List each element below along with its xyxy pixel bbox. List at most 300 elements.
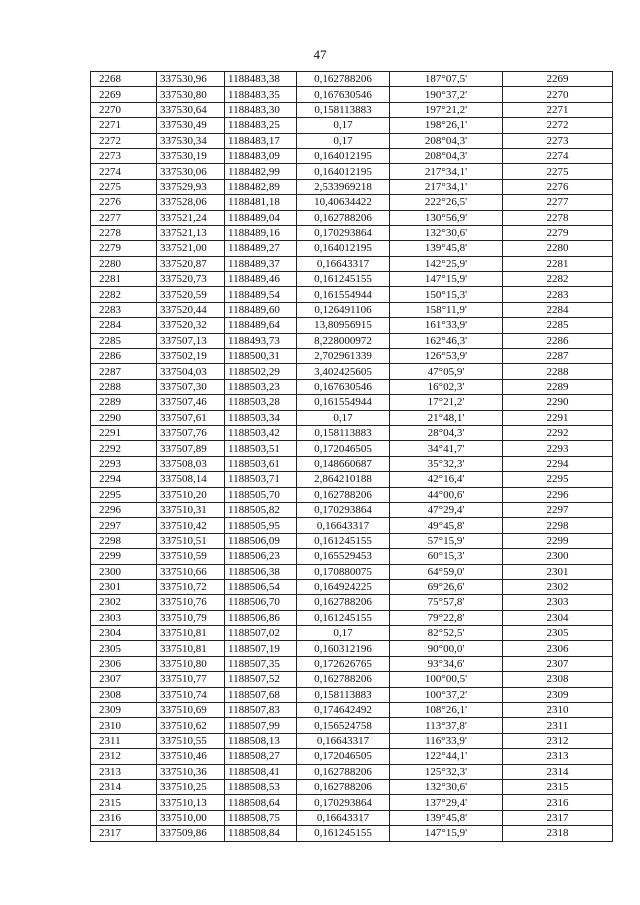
direction-angle-cell: 17°21,2' — [390, 395, 503, 410]
point-number-cell: 2316 — [91, 810, 157, 825]
table-row — [91, 148, 613, 163]
y-coordinate-cell: 1188508,75 — [225, 810, 297, 825]
x-coordinate-cell: 337521,24 — [157, 210, 225, 225]
distance-cell: 0,126491106 — [297, 302, 390, 317]
next-point-cell: 2311 — [503, 718, 613, 733]
direction-angle-cell: 158°11,9' — [390, 302, 503, 317]
point-number-cell: 2294 — [91, 472, 157, 487]
direction-angle-cell: 150°15,3' — [390, 287, 503, 302]
next-point-cell: 2278 — [503, 210, 613, 225]
distance-cell: 0,161554944 — [297, 287, 390, 302]
table-row — [91, 749, 613, 764]
y-coordinate-cell: 1188489,60 — [225, 302, 297, 317]
next-point-cell: 2284 — [503, 302, 613, 317]
table-row — [91, 595, 613, 610]
next-point-cell: 2282 — [503, 272, 613, 287]
y-coordinate-cell: 1188507,35 — [225, 656, 297, 671]
next-point-cell: 2288 — [503, 364, 613, 379]
direction-angle-cell: 125°32,3' — [390, 764, 503, 779]
distance-cell: 0,17 — [297, 133, 390, 148]
x-coordinate-cell: 337504,03 — [157, 364, 225, 379]
next-point-cell: 2305 — [503, 626, 613, 641]
x-coordinate-cell: 337510,80 — [157, 656, 225, 671]
direction-angle-cell: 208°04,3' — [390, 148, 503, 163]
table-row — [91, 256, 613, 271]
table-row — [91, 349, 613, 364]
point-number-cell: 2269 — [91, 87, 157, 102]
direction-angle-cell: 28°04,3' — [390, 425, 503, 440]
point-number-cell: 2296 — [91, 502, 157, 517]
y-coordinate-cell: 1188507,68 — [225, 687, 297, 702]
y-coordinate-cell: 1188505,70 — [225, 487, 297, 502]
table-row — [91, 826, 613, 841]
table-row — [91, 364, 613, 379]
table-row — [91, 626, 613, 641]
next-point-cell: 2309 — [503, 687, 613, 702]
next-point-cell: 2277 — [503, 195, 613, 210]
table-row — [91, 703, 613, 718]
x-coordinate-cell: 337520,87 — [157, 256, 225, 271]
point-number-cell: 2274 — [91, 164, 157, 179]
y-coordinate-cell: 1188507,19 — [225, 641, 297, 656]
direction-angle-cell: 16°02,3' — [390, 379, 503, 394]
x-coordinate-cell: 337507,13 — [157, 333, 225, 348]
y-coordinate-cell: 1188506,54 — [225, 579, 297, 594]
next-point-cell: 2299 — [503, 533, 613, 548]
next-point-cell: 2304 — [503, 610, 613, 625]
page-number: 47 — [313, 47, 327, 62]
table-row — [91, 687, 613, 702]
point-number-cell: 2283 — [91, 302, 157, 317]
direction-angle-cell: 187°07,5' — [390, 72, 503, 87]
table-row — [91, 718, 613, 733]
y-coordinate-cell: 1188503,51 — [225, 441, 297, 456]
next-point-cell: 2300 — [503, 549, 613, 564]
table-row — [91, 502, 613, 517]
direction-angle-cell: 34°41,7' — [390, 441, 503, 456]
x-coordinate-cell: 337507,89 — [157, 441, 225, 456]
y-coordinate-cell: 1188489,46 — [225, 272, 297, 287]
y-coordinate-cell: 1188507,99 — [225, 718, 297, 733]
direction-angle-cell: 64°59,0' — [390, 564, 503, 579]
point-number-cell: 2297 — [91, 518, 157, 533]
y-coordinate-cell: 1188489,04 — [225, 210, 297, 225]
coordinates-table-body — [91, 72, 613, 842]
table-row — [91, 379, 613, 394]
point-number-cell: 2287 — [91, 364, 157, 379]
point-number-cell: 2277 — [91, 210, 157, 225]
x-coordinate-cell: 337520,59 — [157, 287, 225, 302]
table-row — [91, 195, 613, 210]
table-row — [91, 518, 613, 533]
distance-cell: 0,162788206 — [297, 779, 390, 794]
next-point-cell: 2276 — [503, 179, 613, 194]
point-number-cell: 2281 — [91, 272, 157, 287]
y-coordinate-cell: 1188483,09 — [225, 148, 297, 163]
point-number-cell: 2271 — [91, 118, 157, 133]
point-number-cell: 2306 — [91, 656, 157, 671]
next-point-cell: 2296 — [503, 487, 613, 502]
distance-cell: 0,161245155 — [297, 610, 390, 625]
x-coordinate-cell: 337520,32 — [157, 318, 225, 333]
y-coordinate-cell: 1188508,41 — [225, 764, 297, 779]
point-number-cell: 2280 — [91, 256, 157, 271]
point-number-cell: 2284 — [91, 318, 157, 333]
direction-angle-cell: 161°33,9' — [390, 318, 503, 333]
x-coordinate-cell: 337507,30 — [157, 379, 225, 394]
y-coordinate-cell: 1188489,37 — [225, 256, 297, 271]
x-coordinate-cell: 337510,20 — [157, 487, 225, 502]
distance-cell: 0,164924225 — [297, 579, 390, 594]
x-coordinate-cell: 337520,73 — [157, 272, 225, 287]
point-number-cell: 2282 — [91, 287, 157, 302]
direction-angle-cell: 126°53,9' — [390, 349, 503, 364]
direction-angle-cell: 75°57,8' — [390, 595, 503, 610]
x-coordinate-cell: 337530,80 — [157, 87, 225, 102]
table-row — [91, 333, 613, 348]
next-point-cell: 2290 — [503, 395, 613, 410]
next-point-cell: 2269 — [503, 72, 613, 87]
direction-angle-cell: 130°56,9' — [390, 210, 503, 225]
next-point-cell: 2283 — [503, 287, 613, 302]
next-point-cell: 2302 — [503, 579, 613, 594]
y-coordinate-cell: 1188489,16 — [225, 225, 297, 240]
x-coordinate-cell: 337530,96 — [157, 72, 225, 87]
x-coordinate-cell: 337510,13 — [157, 795, 225, 810]
y-coordinate-cell: 1188508,84 — [225, 826, 297, 841]
x-coordinate-cell: 337510,00 — [157, 810, 225, 825]
direction-angle-cell: 113°37,8' — [390, 718, 503, 733]
direction-angle-cell: 217°34,1' — [390, 179, 503, 194]
distance-cell: 0,16643317 — [297, 518, 390, 533]
y-coordinate-cell: 1188483,17 — [225, 133, 297, 148]
distance-cell: 0,17 — [297, 626, 390, 641]
point-number-cell: 2270 — [91, 102, 157, 117]
direction-angle-cell: 100°37,2' — [390, 687, 503, 702]
next-point-cell: 2273 — [503, 133, 613, 148]
x-coordinate-cell: 337510,79 — [157, 610, 225, 625]
distance-cell: 0,161245155 — [297, 272, 390, 287]
table-row — [91, 533, 613, 548]
next-point-cell: 2306 — [503, 641, 613, 656]
table-row — [91, 102, 613, 117]
next-point-cell: 2294 — [503, 456, 613, 471]
table-row — [91, 656, 613, 671]
point-number-cell: 2309 — [91, 703, 157, 718]
distance-cell: 0,162788206 — [297, 595, 390, 610]
point-number-cell: 2276 — [91, 195, 157, 210]
point-number-cell: 2273 — [91, 148, 157, 163]
point-number-cell: 2290 — [91, 410, 157, 425]
direction-angle-cell: 57°15,9' — [390, 533, 503, 548]
next-point-cell: 2271 — [503, 102, 613, 117]
y-coordinate-cell: 1188507,52 — [225, 672, 297, 687]
x-coordinate-cell: 337530,64 — [157, 102, 225, 117]
distance-cell: 2,702961339 — [297, 349, 390, 364]
next-point-cell: 2281 — [503, 256, 613, 271]
distance-cell: 0,167630546 — [297, 379, 390, 394]
y-coordinate-cell: 1188507,83 — [225, 703, 297, 718]
x-coordinate-cell: 337510,69 — [157, 703, 225, 718]
x-coordinate-cell: 337508,03 — [157, 456, 225, 471]
y-coordinate-cell: 1188508,64 — [225, 795, 297, 810]
x-coordinate-cell: 337530,49 — [157, 118, 225, 133]
point-number-cell: 2299 — [91, 549, 157, 564]
next-point-cell: 2272 — [503, 118, 613, 133]
point-number-cell: 2301 — [91, 579, 157, 594]
x-coordinate-cell: 337510,55 — [157, 733, 225, 748]
point-number-cell: 2279 — [91, 241, 157, 256]
next-point-cell: 2298 — [503, 518, 613, 533]
next-point-cell: 2313 — [503, 749, 613, 764]
next-point-cell: 2312 — [503, 733, 613, 748]
x-coordinate-cell: 337510,77 — [157, 672, 225, 687]
table-row — [91, 302, 613, 317]
distance-cell: 0,17 — [297, 118, 390, 133]
distance-cell: 0,164012195 — [297, 148, 390, 163]
direction-angle-cell: 198°26,1' — [390, 118, 503, 133]
direction-angle-cell: 49°45,8' — [390, 518, 503, 533]
y-coordinate-cell: 1188506,70 — [225, 595, 297, 610]
distance-cell: 0,158113883 — [297, 687, 390, 702]
y-coordinate-cell: 1188482,89 — [225, 179, 297, 194]
distance-cell: 0,167630546 — [297, 87, 390, 102]
table-row — [91, 179, 613, 194]
table-row — [91, 456, 613, 471]
next-point-cell: 2287 — [503, 349, 613, 364]
table-row — [91, 441, 613, 456]
next-point-cell: 2318 — [503, 826, 613, 841]
point-number-cell: 2302 — [91, 595, 157, 610]
x-coordinate-cell: 337510,46 — [157, 749, 225, 764]
table-row — [91, 133, 613, 148]
direction-angle-cell: 132°30,6' — [390, 225, 503, 240]
y-coordinate-cell: 1188508,13 — [225, 733, 297, 748]
table-row — [91, 272, 613, 287]
next-point-cell: 2303 — [503, 595, 613, 610]
table-row — [91, 241, 613, 256]
distance-cell: 0,17 — [297, 410, 390, 425]
distance-cell: 0,172046505 — [297, 749, 390, 764]
distance-cell: 0,172046505 — [297, 441, 390, 456]
next-point-cell: 2292 — [503, 425, 613, 440]
direction-angle-cell: 69°26,6' — [390, 579, 503, 594]
table-row — [91, 672, 613, 687]
direction-angle-cell: 139°45,8' — [390, 810, 503, 825]
y-coordinate-cell: 1188481,18 — [225, 195, 297, 210]
table-row — [91, 487, 613, 502]
direction-angle-cell: 190°37,2' — [390, 87, 503, 102]
direction-angle-cell: 21°48,1' — [390, 410, 503, 425]
y-coordinate-cell: 1188507,02 — [225, 626, 297, 641]
x-coordinate-cell: 337521,00 — [157, 241, 225, 256]
direction-angle-cell: 79°22,8' — [390, 610, 503, 625]
table-row — [91, 579, 613, 594]
direction-angle-cell: 47°29,4' — [390, 502, 503, 517]
point-number-cell: 2275 — [91, 179, 157, 194]
direction-angle-cell: 139°45,8' — [390, 241, 503, 256]
next-point-cell: 2315 — [503, 779, 613, 794]
point-number-cell: 2308 — [91, 687, 157, 702]
distance-cell: 0,16643317 — [297, 733, 390, 748]
next-point-cell: 2316 — [503, 795, 613, 810]
point-number-cell: 2313 — [91, 764, 157, 779]
table-row — [91, 733, 613, 748]
table-row — [91, 795, 613, 810]
x-coordinate-cell: 337530,34 — [157, 133, 225, 148]
x-coordinate-cell: 337510,59 — [157, 549, 225, 564]
table-row — [91, 564, 613, 579]
y-coordinate-cell: 1188483,35 — [225, 87, 297, 102]
y-coordinate-cell: 1188489,54 — [225, 287, 297, 302]
y-coordinate-cell: 1188506,38 — [225, 564, 297, 579]
direction-angle-cell: 137°29,4' — [390, 795, 503, 810]
y-coordinate-cell: 1188489,64 — [225, 318, 297, 333]
distance-cell: 8,228000972 — [297, 333, 390, 348]
distance-cell: 2,864210188 — [297, 472, 390, 487]
y-coordinate-cell: 1188502,29 — [225, 364, 297, 379]
y-coordinate-cell: 1188493,73 — [225, 333, 297, 348]
point-number-cell: 2295 — [91, 487, 157, 502]
direction-angle-cell: 100°00,5' — [390, 672, 503, 687]
distance-cell: 0,162788206 — [297, 672, 390, 687]
direction-angle-cell: 208°04,3' — [390, 133, 503, 148]
distance-cell: 0,148660687 — [297, 456, 390, 471]
next-point-cell: 2317 — [503, 810, 613, 825]
table-row — [91, 225, 613, 240]
direction-angle-cell: 44°00,6' — [390, 487, 503, 502]
distance-cell: 0,156524758 — [297, 718, 390, 733]
table-row — [91, 164, 613, 179]
point-number-cell: 2300 — [91, 564, 157, 579]
x-coordinate-cell: 337507,76 — [157, 425, 225, 440]
x-coordinate-cell: 337507,61 — [157, 410, 225, 425]
y-coordinate-cell: 1188500,31 — [225, 349, 297, 364]
next-point-cell: 2274 — [503, 148, 613, 163]
distance-cell: 0,170880075 — [297, 564, 390, 579]
point-number-cell: 2311 — [91, 733, 157, 748]
direction-angle-cell: 132°30,6' — [390, 779, 503, 794]
direction-angle-cell: 147°15,9' — [390, 272, 503, 287]
y-coordinate-cell: 1188508,53 — [225, 779, 297, 794]
point-number-cell: 2272 — [91, 133, 157, 148]
next-point-cell: 2285 — [503, 318, 613, 333]
x-coordinate-cell: 337502,19 — [157, 349, 225, 364]
table-row — [91, 779, 613, 794]
x-coordinate-cell: 337510,66 — [157, 564, 225, 579]
x-coordinate-cell: 337530,19 — [157, 148, 225, 163]
next-point-cell: 2308 — [503, 672, 613, 687]
point-number-cell: 2317 — [91, 826, 157, 841]
distance-cell: 13,80956915 — [297, 318, 390, 333]
y-coordinate-cell: 1188506,23 — [225, 549, 297, 564]
table-row — [91, 764, 613, 779]
distance-cell: 2,533969218 — [297, 179, 390, 194]
table-row — [91, 549, 613, 564]
x-coordinate-cell: 337529,93 — [157, 179, 225, 194]
table-row — [91, 425, 613, 440]
point-number-cell: 2305 — [91, 641, 157, 656]
point-number-cell: 2303 — [91, 610, 157, 625]
distance-cell: 10,40634422 — [297, 195, 390, 210]
x-coordinate-cell: 337507,46 — [157, 395, 225, 410]
x-coordinate-cell: 337520,44 — [157, 302, 225, 317]
x-coordinate-cell: 337510,42 — [157, 518, 225, 533]
point-number-cell: 2286 — [91, 349, 157, 364]
next-point-cell: 2275 — [503, 164, 613, 179]
distance-cell: 0,16643317 — [297, 810, 390, 825]
table-row — [91, 210, 613, 225]
distance-cell: 0,161245155 — [297, 533, 390, 548]
point-number-cell: 2278 — [91, 225, 157, 240]
point-number-cell: 2315 — [91, 795, 157, 810]
distance-cell: 0,158113883 — [297, 102, 390, 117]
x-coordinate-cell: 337528,06 — [157, 195, 225, 210]
next-point-cell: 2297 — [503, 502, 613, 517]
y-coordinate-cell: 1188503,34 — [225, 410, 297, 425]
distance-cell: 0,170293864 — [297, 225, 390, 240]
x-coordinate-cell: 337510,62 — [157, 718, 225, 733]
point-number-cell: 2307 — [91, 672, 157, 687]
distance-cell: 0,165529453 — [297, 549, 390, 564]
direction-angle-cell: 42°16,4' — [390, 472, 503, 487]
distance-cell: 0,158113883 — [297, 425, 390, 440]
distance-cell: 0,161554944 — [297, 395, 390, 410]
point-number-cell: 2304 — [91, 626, 157, 641]
table-row — [91, 87, 613, 102]
y-coordinate-cell: 1188503,71 — [225, 472, 297, 487]
table-row — [91, 810, 613, 825]
direction-angle-cell: 90°00,0' — [390, 641, 503, 656]
table-row — [91, 472, 613, 487]
direction-angle-cell: 93°34,6' — [390, 656, 503, 671]
x-coordinate-cell: 337510,81 — [157, 626, 225, 641]
distance-cell: 0,162788206 — [297, 487, 390, 502]
distance-cell: 0,172626765 — [297, 656, 390, 671]
table-row — [91, 610, 613, 625]
y-coordinate-cell: 1188503,42 — [225, 425, 297, 440]
direction-angle-cell: 222°26,5' — [390, 195, 503, 210]
direction-angle-cell: 142°25,9' — [390, 256, 503, 271]
y-coordinate-cell: 1188505,95 — [225, 518, 297, 533]
point-number-cell: 2288 — [91, 379, 157, 394]
point-number-cell: 2310 — [91, 718, 157, 733]
next-point-cell: 2314 — [503, 764, 613, 779]
point-number-cell: 2268 — [91, 72, 157, 87]
table-row — [91, 118, 613, 133]
next-point-cell: 2286 — [503, 333, 613, 348]
next-point-cell: 2280 — [503, 241, 613, 256]
distance-cell: 0,162788206 — [297, 210, 390, 225]
distance-cell: 0,170293864 — [297, 795, 390, 810]
table-row — [91, 395, 613, 410]
y-coordinate-cell: 1188503,61 — [225, 456, 297, 471]
next-point-cell: 2301 — [503, 564, 613, 579]
direction-angle-cell: 217°34,1' — [390, 164, 503, 179]
y-coordinate-cell: 1188483,38 — [225, 72, 297, 87]
next-point-cell: 2279 — [503, 225, 613, 240]
distance-cell: 0,162788206 — [297, 72, 390, 87]
direction-angle-cell: 197°21,2' — [390, 102, 503, 117]
table-row — [91, 641, 613, 656]
y-coordinate-cell: 1188483,25 — [225, 118, 297, 133]
table-row — [91, 72, 613, 87]
x-coordinate-cell: 337510,76 — [157, 595, 225, 610]
x-coordinate-cell: 337509,86 — [157, 826, 225, 841]
next-point-cell: 2295 — [503, 472, 613, 487]
x-coordinate-cell: 337510,81 — [157, 641, 225, 656]
direction-angle-cell: 47°05,9' — [390, 364, 503, 379]
